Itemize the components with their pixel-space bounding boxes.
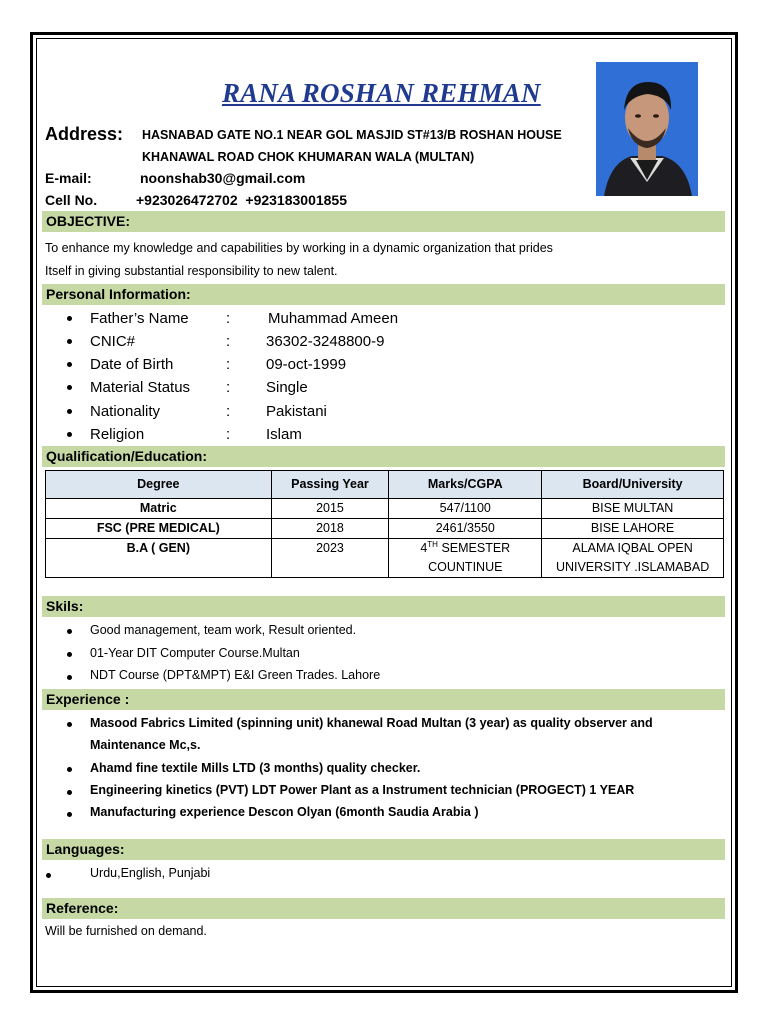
table-header-row (46, 471, 724, 499)
board-line-1: ALAMA IQBAL OPEN (572, 541, 693, 555)
experience-item-2: Ahamd fine textile Mills LTD (3 months) quality checker. (90, 761, 421, 775)
table-row (46, 499, 724, 519)
separator: : (226, 333, 231, 350)
bullet-icon (67, 812, 72, 817)
dob-label: Date of Birth (90, 356, 174, 373)
table-row (46, 539, 724, 578)
col-header-marks: Marks/CGPA (389, 471, 542, 499)
section-reference: Reference: (42, 898, 725, 919)
separator: : (226, 426, 231, 443)
address-label: Address: (45, 124, 124, 144)
separator: : (226, 356, 231, 373)
nationality-value: Pakistani (266, 403, 327, 420)
nationality-label: Nationality (90, 403, 161, 420)
cell-value: +923026472702 +923183001855 (136, 192, 347, 208)
skill-item: 01-Year DIT Computer Course.Multan (90, 646, 300, 660)
section-education: Qualification/Education: (42, 446, 725, 467)
bullet-icon (67, 790, 72, 795)
separator: : (226, 403, 231, 420)
board-line-2: UNIVERSITY .ISLAMABAD (555, 560, 710, 574)
degree-cell: Matric (46, 499, 272, 519)
marks-rest: SEMESTER (437, 541, 511, 555)
experience-item-3: Engineering kinetics (PVT) LDT Power Plant as a Instrument technician (PROGECT) 1 YEAR (90, 783, 635, 797)
father-name-label: Father’s Name (90, 310, 189, 327)
education-table (45, 470, 724, 578)
year-cell: 2018 (271, 519, 389, 539)
year-cell: 2015 (271, 499, 389, 519)
col-header-passing-year: Passing Year (271, 471, 389, 499)
reference-value: Will be furnished on demand. (45, 924, 207, 938)
bullet-icon (67, 629, 72, 634)
section-languages: Languages: (42, 839, 725, 860)
marks-cell (389, 539, 542, 578)
experience-item-4: Manufacturing experience Descon Olyan (6month Saudia Arabia ) (90, 805, 479, 819)
languages-value: Urdu,English, Punjabi (90, 866, 211, 880)
bullet-icon (67, 385, 72, 390)
board-cell: BISE LAHORE (542, 519, 724, 539)
board-cell: BISE MULTAN (542, 499, 724, 519)
bullet-icon (67, 432, 72, 437)
bullet-icon (67, 362, 72, 367)
table-row (46, 519, 724, 539)
objective-line-1: To enhance my knowledge and capabilities by working in a dynamic organization that prides (45, 241, 553, 255)
cell-label: Cell No. (45, 192, 98, 208)
marks-line-2: COUNTINUE (428, 560, 503, 574)
bullet-icon (67, 675, 72, 680)
section-experience: Experience : (42, 689, 725, 710)
col-header-board: Board/University (542, 471, 724, 499)
marks-cell: 547/1100 (389, 499, 542, 519)
board-cell (542, 539, 724, 578)
objective-line-2: Itself in giving substantial responsibility to new talent. (45, 264, 338, 278)
degree-cell: B.A ( GEN) (46, 539, 272, 578)
marks-line-1 (389, 539, 541, 558)
marital-status-label: Material Status (90, 379, 191, 396)
cnic-value: 36302-3248800-9 (266, 333, 385, 350)
marks-superscript: TH (427, 539, 438, 549)
bullet-icon (46, 873, 51, 878)
email-value: noonshab30@gmail.com (140, 170, 306, 186)
section-skills: Skils: (42, 596, 725, 617)
skill-item: NDT Course (DPT&MPT) E&I Green Trades. Lahore (90, 668, 381, 682)
degree-cell: FSC (PRE MEDICAL) (46, 519, 272, 539)
year-cell: 2023 (271, 539, 389, 578)
section-objective: OBJECTIVE: (42, 211, 725, 232)
religion-value: Islam (266, 426, 302, 443)
address-line-1: HASNABAD GATE NO.1 NEAR GOL MASJID ST#13/B ROSHAN HOUSE (142, 128, 562, 142)
separator: : (226, 379, 231, 396)
experience-item-1-line-2: Maintenance Mc,s. (90, 738, 201, 752)
marks-cell: 2461/3550 (389, 519, 542, 539)
cnic-label: CNIC# (90, 333, 136, 350)
separator: : (226, 310, 231, 327)
father-name-value: Muhammad Ameen (268, 310, 399, 327)
bullet-icon (67, 339, 72, 344)
bullet-icon (67, 652, 72, 657)
bullet-icon (67, 409, 72, 414)
dob-value: 09-oct-1999 (266, 356, 347, 373)
bullet-icon (67, 722, 72, 727)
marks-number: 4 (420, 541, 428, 555)
email-label: E-mail: (45, 170, 92, 186)
bullet-icon (67, 316, 72, 321)
marital-status-value: Single (266, 379, 308, 396)
address-line-2: KHANAWAL ROAD CHOK KHUMARAN WALA (MULTAN) (142, 150, 475, 164)
religion-label: Religion (90, 426, 145, 443)
experience-item-1-line-1: Masood Fabrics Limited (spinning unit) khanewal Road Multan (3 year) as quality observer and (90, 716, 653, 730)
col-header-degree: Degree (46, 471, 272, 499)
candidate-name: RANA ROSHAN REHMAN (222, 78, 541, 108)
profile-photo (596, 62, 698, 196)
bullet-icon (67, 767, 72, 772)
skill-item: Good management, team work, Result oriented. (90, 623, 357, 637)
section-personal-info: Personal Information: (42, 284, 725, 305)
